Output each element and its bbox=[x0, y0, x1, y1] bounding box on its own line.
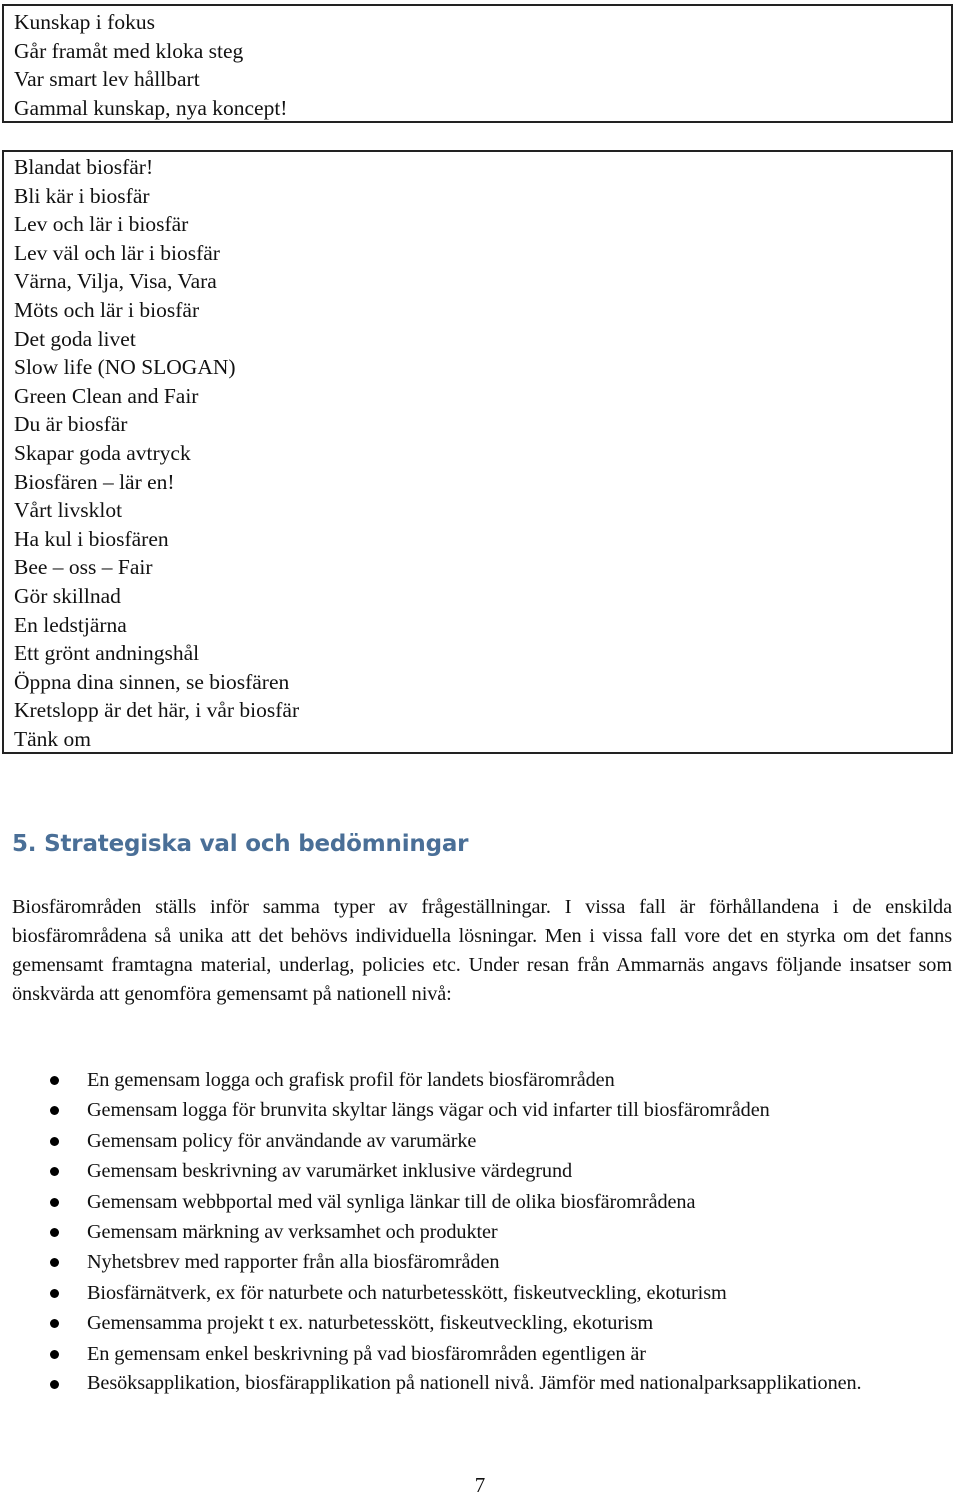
bullet-item bbox=[0, 1126, 950, 1156]
bullet-item bbox=[0, 1217, 950, 1247]
bullet-item bbox=[0, 1247, 950, 1277]
bullet-icon bbox=[50, 1380, 59, 1389]
bullet-icon bbox=[50, 1137, 59, 1146]
slogan-line: Bee – oss – Fair bbox=[14, 555, 153, 580]
slogan-line: Var smart lev hållbart bbox=[14, 67, 200, 92]
bullet-text: Gemensam beskrivning av varumärket inklusive värdegrund bbox=[87, 1160, 573, 1183]
slogan-line: Bli kär i biosfär bbox=[14, 183, 150, 208]
slogan-line: Du är biosfär bbox=[14, 412, 128, 437]
slogan-line: Gammal kunskap, nya koncept! bbox=[14, 95, 288, 120]
slogan-line: Slow life (NO SLOGAN) bbox=[14, 355, 236, 380]
bullet-text: En gemensam enkel beskrivning på vad biosfärområden egentligen är bbox=[87, 1342, 646, 1365]
bullet-item bbox=[0, 1065, 950, 1095]
slogan-line: Vårt livsklot bbox=[14, 498, 123, 523]
slogan-line: Det goda livet bbox=[14, 326, 136, 351]
bullet-item bbox=[0, 1187, 950, 1217]
bullet-item bbox=[0, 1095, 950, 1125]
bullet-item bbox=[0, 1156, 950, 1186]
bullet-icon bbox=[50, 1076, 59, 1085]
bullet-text: En gemensam logga och grafisk profil för landets biosfärområden bbox=[87, 1069, 615, 1091]
intro-paragraph: Biosfärområden ställs inför samma typer av frågeställningar. I vissa fall är förhållandena i de enskilda biosfärområdena så unika att det behövs individuella lösningar. Men i vissa fall vore det en styrka om det fanns gemensamt framtagna material, underlag, policies etc. Under resan från Ammarnäs angavs följande insatser som önskvärda att genomföra gemensamt på nationell nivå: bbox=[12, 896, 952, 1005]
bullet-icon bbox=[50, 1258, 59, 1267]
slogan-list-2 bbox=[14, 153, 299, 753]
bullet-item bbox=[0, 1369, 950, 1398]
bullet-icon bbox=[50, 1167, 59, 1176]
section-heading: 5. Strategiska val och bedömningar bbox=[12, 831, 469, 857]
slogan-line: Öppna dina sinnen, se biosfären bbox=[14, 669, 290, 694]
bullet-text: Besöksapplikation, biosfärapplikation på nationell nivå. Jämför med nationalparksapplikationen. bbox=[87, 1372, 862, 1395]
slogan-line: Lev och lär i biosfär bbox=[14, 212, 189, 237]
slogan-line: Gör skillnad bbox=[14, 583, 121, 608]
bullet-icon bbox=[50, 1350, 59, 1359]
bullet-text: Nyhetsbrev med rapporter från alla biosfärområden bbox=[87, 1251, 500, 1274]
bullet-text: Gemensam märkning av verksamhet och produkter bbox=[87, 1221, 498, 1244]
slogan-line: Green Clean and Fair bbox=[14, 383, 199, 408]
slogan-line: Lev väl och lär i biosfär bbox=[14, 240, 220, 265]
slogan-list-1 bbox=[14, 8, 287, 122]
bullet-icon bbox=[50, 1228, 59, 1237]
slogan-line: Kunskap i fokus bbox=[14, 10, 155, 34]
page-number: 7 bbox=[474, 1473, 486, 1497]
slogan-line: Möts och lär i biosfär bbox=[14, 297, 200, 322]
slogan-box-2 bbox=[2, 150, 953, 754]
slogan-line: Ett grönt andningshål bbox=[14, 641, 200, 666]
slogan-line: Värna, Vilja, Visa, Vara bbox=[14, 269, 217, 294]
slogan-box-1 bbox=[2, 4, 953, 123]
slogan-line: Biosfären – lär en! bbox=[14, 469, 175, 494]
slogan-line: Blandat biosfär! bbox=[14, 155, 154, 179]
slogan-line: Tänk om bbox=[14, 726, 92, 751]
bullet-text: Gemensamma projekt t ex. naturbetesskött, fiskeutveckling, ekoturism bbox=[87, 1312, 654, 1335]
bullet-icon bbox=[50, 1289, 59, 1298]
slogan-line: Går framåt med kloka steg bbox=[14, 38, 244, 63]
bullet-item bbox=[0, 1308, 950, 1338]
slogan-line: En ledstjärna bbox=[14, 612, 127, 637]
bullet-item bbox=[0, 1339, 950, 1369]
bullet-text: Gemensam webbportal med väl synliga länkar till de olika biosfärområdena bbox=[87, 1190, 696, 1213]
bullet-text: Gemensam logga för brunvita skyltar längs vägar och vid infarter till biosfärområden bbox=[87, 1099, 770, 1122]
bullet-icon bbox=[50, 1319, 59, 1328]
slogan-line: Ha kul i biosfären bbox=[14, 526, 169, 551]
bullet-item bbox=[0, 1278, 950, 1308]
slogan-line: Skapar goda avtryck bbox=[14, 440, 191, 465]
bullet-list bbox=[0, 1065, 950, 1398]
bullet-icon bbox=[50, 1198, 59, 1207]
bullet-text: Biosfärnätverk, ex för naturbete och naturbetesskött, fiskeutveckling, ekoturism bbox=[87, 1281, 727, 1304]
slogan-line: Kretslopp är det här, i vår biosfär bbox=[14, 698, 300, 723]
bullet-text: Gemensam policy för användande av varumärke bbox=[87, 1129, 477, 1152]
bullet-icon bbox=[50, 1106, 59, 1115]
